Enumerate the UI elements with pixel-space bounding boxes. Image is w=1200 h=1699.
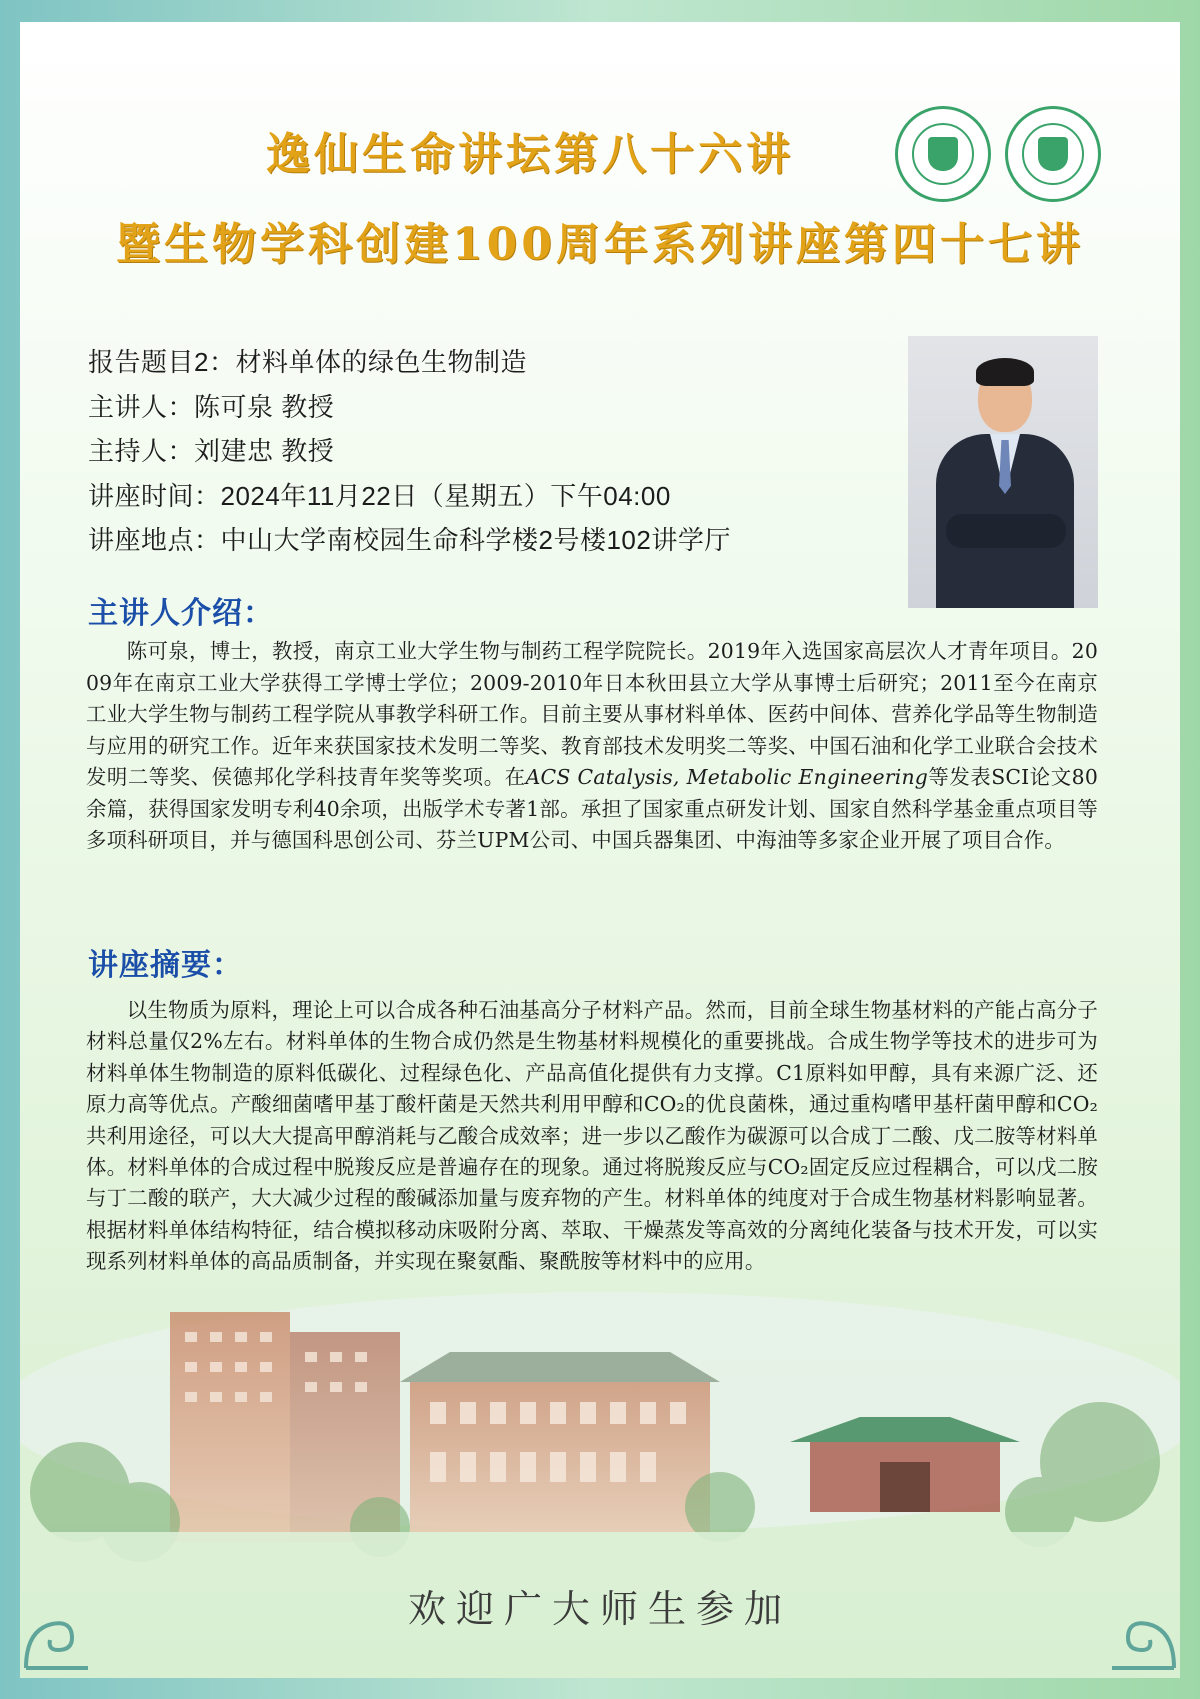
speaker-photo xyxy=(908,336,1098,608)
lecture-speaker: 主讲人：陈可泉 教授 xyxy=(88,391,335,422)
bio-heading: 主讲人介绍： xyxy=(88,596,274,631)
bio-journals: ACS Catalysis, Metabolic Engineering xyxy=(525,765,929,789)
lecture-host: 主持人：刘建忠 教授 xyxy=(88,436,335,466)
school-of-life-sciences-logo-icon xyxy=(895,106,991,202)
abstract-text: 以生物质为原料，理论上可以合成各种石油基高分子材料产品。然而，目前全球生物基材料的产能占高分子材料总量仅2%左右。材料单体的生物合成仍然是生物基材料规模化的重要挑战。合成生物学等技术的进步可为材料单体生物制造的原料低碳化、过程绿色化、产品高值化提供有力支撑。C1原料如甲醇，具有来源广泛、还原力高等优点。产酸细菌嗜甲基丁酸杆菌是天然共利用甲醇和CO₂的优良菌株，通过重构嗜甲基杆菌甲醇和CO₂共利用途径，可以大大提高甲醇消耗与乙酸合成效率；进一步以乙酸作为碳源可以合成丁二酸、戊二胺等材料单体。材料单体的合成过程中脱羧反应是普遍存在的现象。通过将脱羧反应与CO₂固定反应过程耦合，可以戊二胺与丁二酸的联产，大大减少过程的酸碱添加量与废弃物的产生。材料单体的纯度对于合成生物基材料影响显著。根据材料单体结构特征，结合模拟移动床吸附分离、萃取、干燥蒸发等高效的分离纯化装备与技术开发，可以实现系列材料单体的高品质制备，并实现在聚氨酯、聚酰胺等材料中的应用。 xyxy=(86,998,1098,1274)
title-line-2: 暨生物学科创建100周年系列讲座第四十七讲 xyxy=(116,219,1084,270)
corner-ornament-right-icon xyxy=(1108,1610,1178,1672)
lecture-venue: 讲座地点：中山大学南校园生命科学楼2号楼102讲学厅 xyxy=(88,525,731,555)
lecture-time: 讲座时间：2024年11月22日（星期五）下午04:00 xyxy=(88,480,671,511)
bio-text-part-2: 等发表SCI论文80余篇，获得国家发明专利40余项，出版学术专著1部。承担了国家重点研发计划、国家自然科学基金重点项目等多项科研项目，并与德国科思创公司、芬兰UPM公司、中国兵器集团、中海油等多家企业开展了项目合作。 xyxy=(86,765,1098,852)
campus-illustration xyxy=(20,1292,1180,1592)
title-line-1: 逸仙生命讲坛第八十六讲 xyxy=(266,129,794,180)
corner-ornament-left-icon xyxy=(22,1610,92,1672)
lecture-topic: 报告题目2：材料单体的绿色生物制造 xyxy=(88,347,527,377)
research-institute-logo-icon xyxy=(1005,106,1101,202)
lecture-info xyxy=(88,340,731,563)
abstract-heading: 讲座摘要： xyxy=(88,948,243,983)
closing-invitation: 欢迎广大师生参加 xyxy=(407,1589,792,1631)
bio-text xyxy=(86,636,1098,857)
bio-text-part-1: 陈可泉，博士，教授，南京工业大学生物与制药工程学院院长。2019年入选国家高层次人才青年项目。2009年在南京工业大学获得工学博士学位；2009-2010年日本秋田县立大学从事博士后研究；2011至今在南京工业大学生物与制药工程学院从事教学科研工作。目前主要从事材料单体、医药中间体、营养化学品等生物制造与应用的研究工作。近年来获国家技术发明二等奖、教育部技术发明奖二等奖、中国石油和化学工业联合会技术发明二等奖、侯德邦化学科技青年奖等奖项。在 xyxy=(86,639,1098,789)
